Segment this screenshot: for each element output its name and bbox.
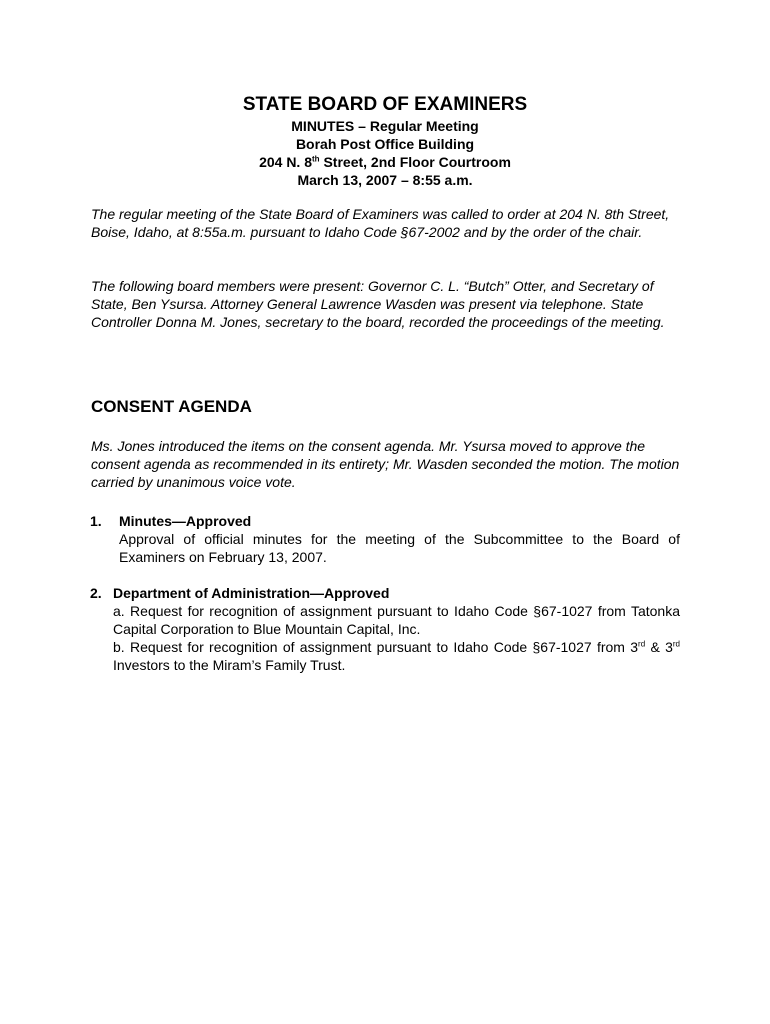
- agenda-item-minutes: [90, 512, 680, 566]
- agenda-subitem-a: a. Request for recognition of assignment pursuant to Idaho Code §67-1027 from Tatonka Capital Corporation to Blue Mountain Capital, Inc.: [113, 603, 680, 637]
- address-prefix: 204 N. 8: [259, 154, 313, 170]
- address-suffix: Street, 2nd Floor Courtroom: [319, 154, 511, 170]
- agenda-item-number: 1.: [90, 513, 102, 529]
- subitem-b-text-1: b. Request for recognition of assignment pursuant to Idaho Code §67-1027 from 3: [113, 639, 639, 655]
- meeting-type: MINUTES – Regular Meeting: [291, 118, 479, 134]
- agenda-item-body: [113, 602, 680, 674]
- agenda-item-title: Minutes—Approved: [119, 513, 252, 529]
- agenda-item-administration: [90, 584, 680, 674]
- subitem-b-superscript-2: rd: [672, 639, 680, 649]
- meeting-address: [90, 153, 680, 171]
- document-header: [90, 93, 680, 189]
- address-superscript: th: [312, 154, 320, 164]
- agenda-item-body: Approval of official minutes for the meeting of the Subcommittee to the Board of Examiners on February 13, 2007.: [119, 531, 680, 565]
- meeting-building: Borah Post Office Building: [295, 136, 475, 152]
- document-title: STATE BOARD OF EXAMINERS: [242, 94, 528, 115]
- consent-agenda-paragraph: Ms. Jones introduced the items on the consent agenda. Mr. Ysursa moved to approve the consent agenda as recommended in its entirety; Mr. Wasden seconded the motion. The motion carried by unanimous voice vote.: [91, 438, 680, 490]
- subitem-b-superscript-1: rd: [638, 639, 646, 649]
- intro-paragraph-attendance: The following board members were present: Governor C. L. “Butch” Otter, and Secretary of State, Ben Ysursa. Attorney General Lawrence Wasden was present via telephone. State Controller Donna M. Jones, secretary to the board, recorded the proceedings of the meeting.: [91, 278, 665, 330]
- subitem-b-text-3: Investors to the Miram’s Family Trust.: [113, 657, 346, 673]
- agenda-item-title: Department of Administration—Approved: [113, 585, 390, 601]
- consent-agenda-heading: CONSENT AGENDA: [91, 397, 252, 416]
- agenda-item-number: 2.: [90, 585, 102, 601]
- agenda-subitem-b: [113, 638, 680, 674]
- subitem-b-text-2: & 3: [645, 639, 673, 655]
- meeting-date: March 13, 2007 – 8:55 a.m.: [297, 172, 473, 188]
- intro-paragraph-call-to-order: The regular meeting of the State Board of Examiners was called to order at 204 N. 8th Street, Boise, Idaho, at 8:55a.m. pursuant to Idaho Code §67-2002 and by the order of the chair.: [91, 206, 670, 240]
